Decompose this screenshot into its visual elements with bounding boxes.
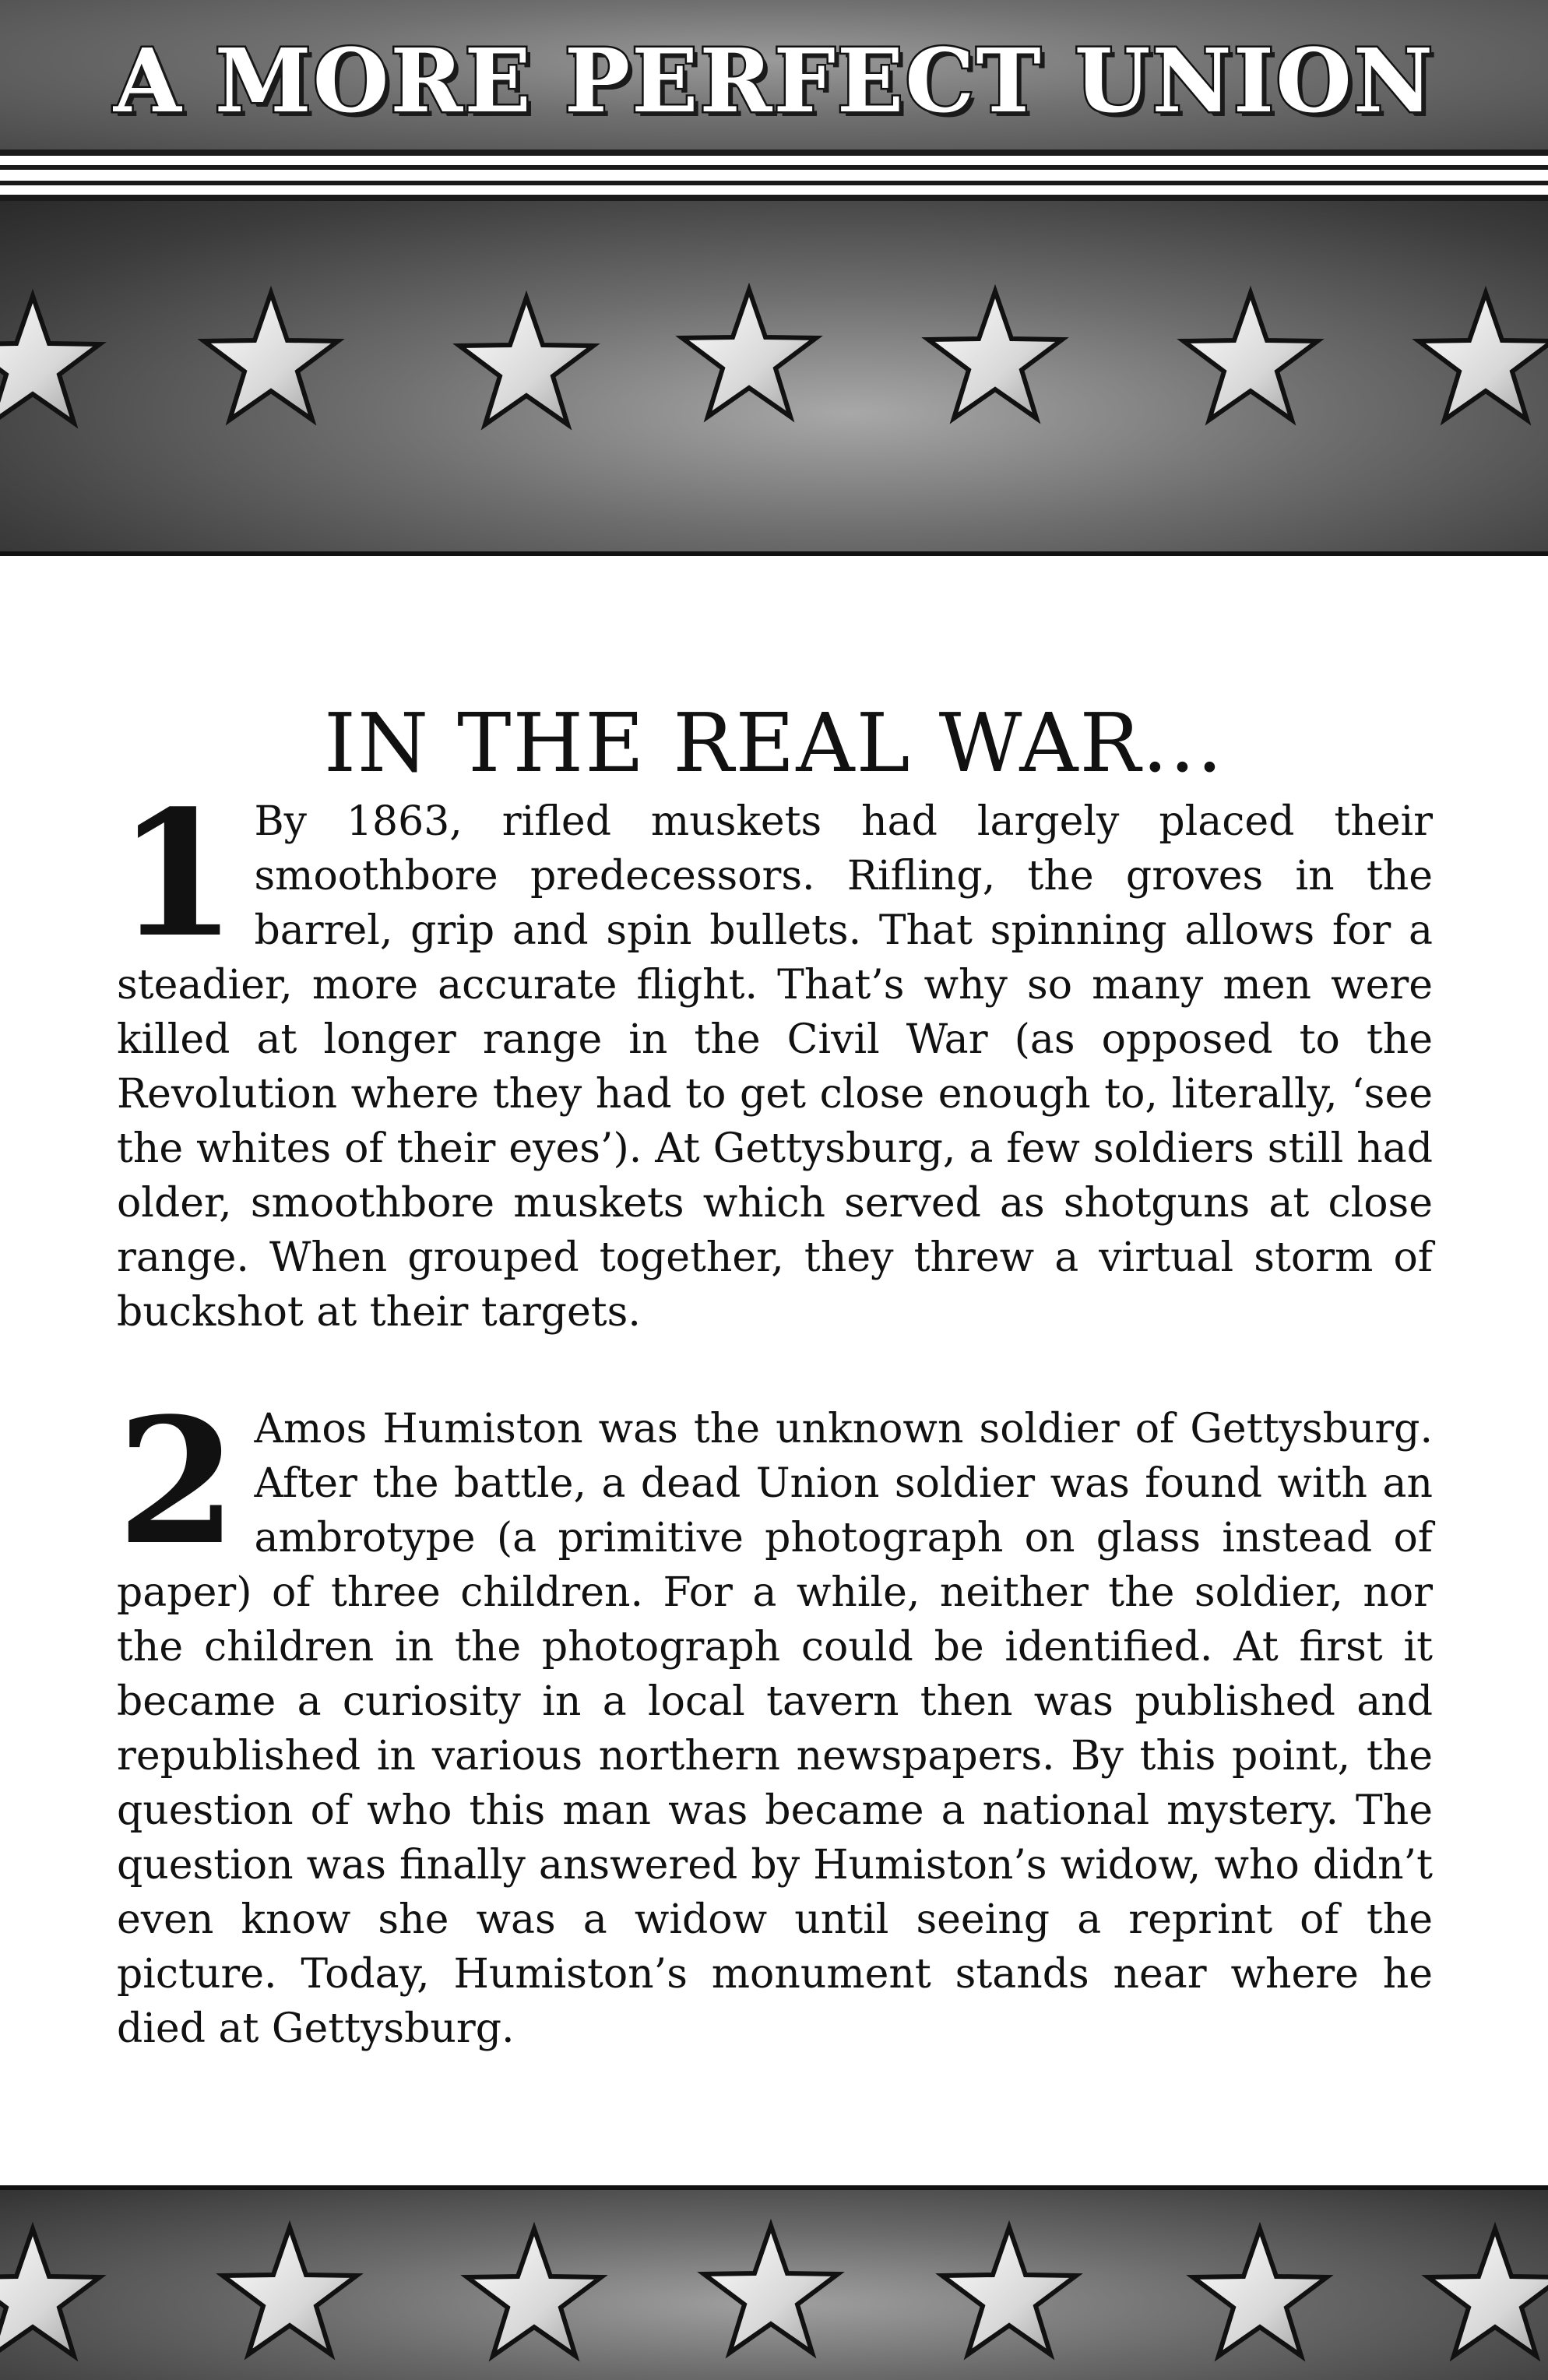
fact-text: Amos Humiston was the unknown soldier of Gettysburg. After the battle, a dead Union soldier was found with an ambrotype (a primitive photograph on glass instead of paper) of three children. For a while, neither the soldier, nor the children in the photograph could be identified. At first it became a curiosity in a local tavern then was published and republished in various northern newspapers. By this point, the question of who this man was became a national mystery. The question was finally answered by Humiston’s widow, who didn’t even know she was a widow until seeing a reprint of the picture. Today, Humiston’s monument stands near where he died at Gettysburg. — [117, 1406, 1433, 2052]
star-banner-top — [0, 201, 1548, 555]
star-icon — [223, 2227, 357, 2354]
star-icon — [1184, 293, 1318, 420]
fact-number: 1 — [117, 773, 237, 976]
star-icon — [1428, 2229, 1548, 2356]
star-icon — [942, 2227, 1076, 2354]
title-banner — [0, 0, 1548, 150]
divider — [0, 195, 1548, 201]
fact-paragraph — [117, 773, 1433, 1340]
divider — [0, 551, 1548, 556]
star-icon — [1419, 293, 1548, 420]
star-row-bottom — [0, 2190, 1548, 2380]
section-heading: IN THE REAL WAR... — [324, 695, 1224, 790]
star-icon — [1193, 2229, 1327, 2356]
star-icon — [928, 291, 1062, 418]
star-icon — [0, 296, 100, 423]
divider — [0, 165, 1548, 170]
fact-number: 2 — [117, 1381, 237, 1583]
star-icon — [467, 2229, 601, 2356]
star-icon — [204, 293, 338, 420]
star-icon — [704, 2226, 838, 2353]
page-title: A MORE PERFECT UNION — [113, 30, 1435, 132]
star-icon — [459, 298, 593, 424]
star-icon — [682, 290, 816, 417]
fact-text: By 1863, rifled muskets had largely placed their smoothbore predecessors. Rifling, the groves in the barrel, grip and spin bullets. That spinning allows for a steadier, more accurate flight. That’s why so many men were killed at longer range in the Civil War (as opposed to the Revolution where they had to get close enough to, literally, ‘see the whites of their eyes’). At Gettysburg, a few soldiers still had older, smoothbore muskets which served as shotguns at close range. When grouped together, they threw a virtual storm of buckshot at their targets. — [117, 798, 1433, 1336]
divider — [0, 150, 1548, 156]
fact-paragraph — [117, 1381, 1433, 2056]
divider — [0, 181, 1548, 185]
star-row-top — [0, 201, 1548, 555]
star-icon — [0, 2229, 100, 2356]
star-banner-bottom — [0, 2190, 1548, 2380]
